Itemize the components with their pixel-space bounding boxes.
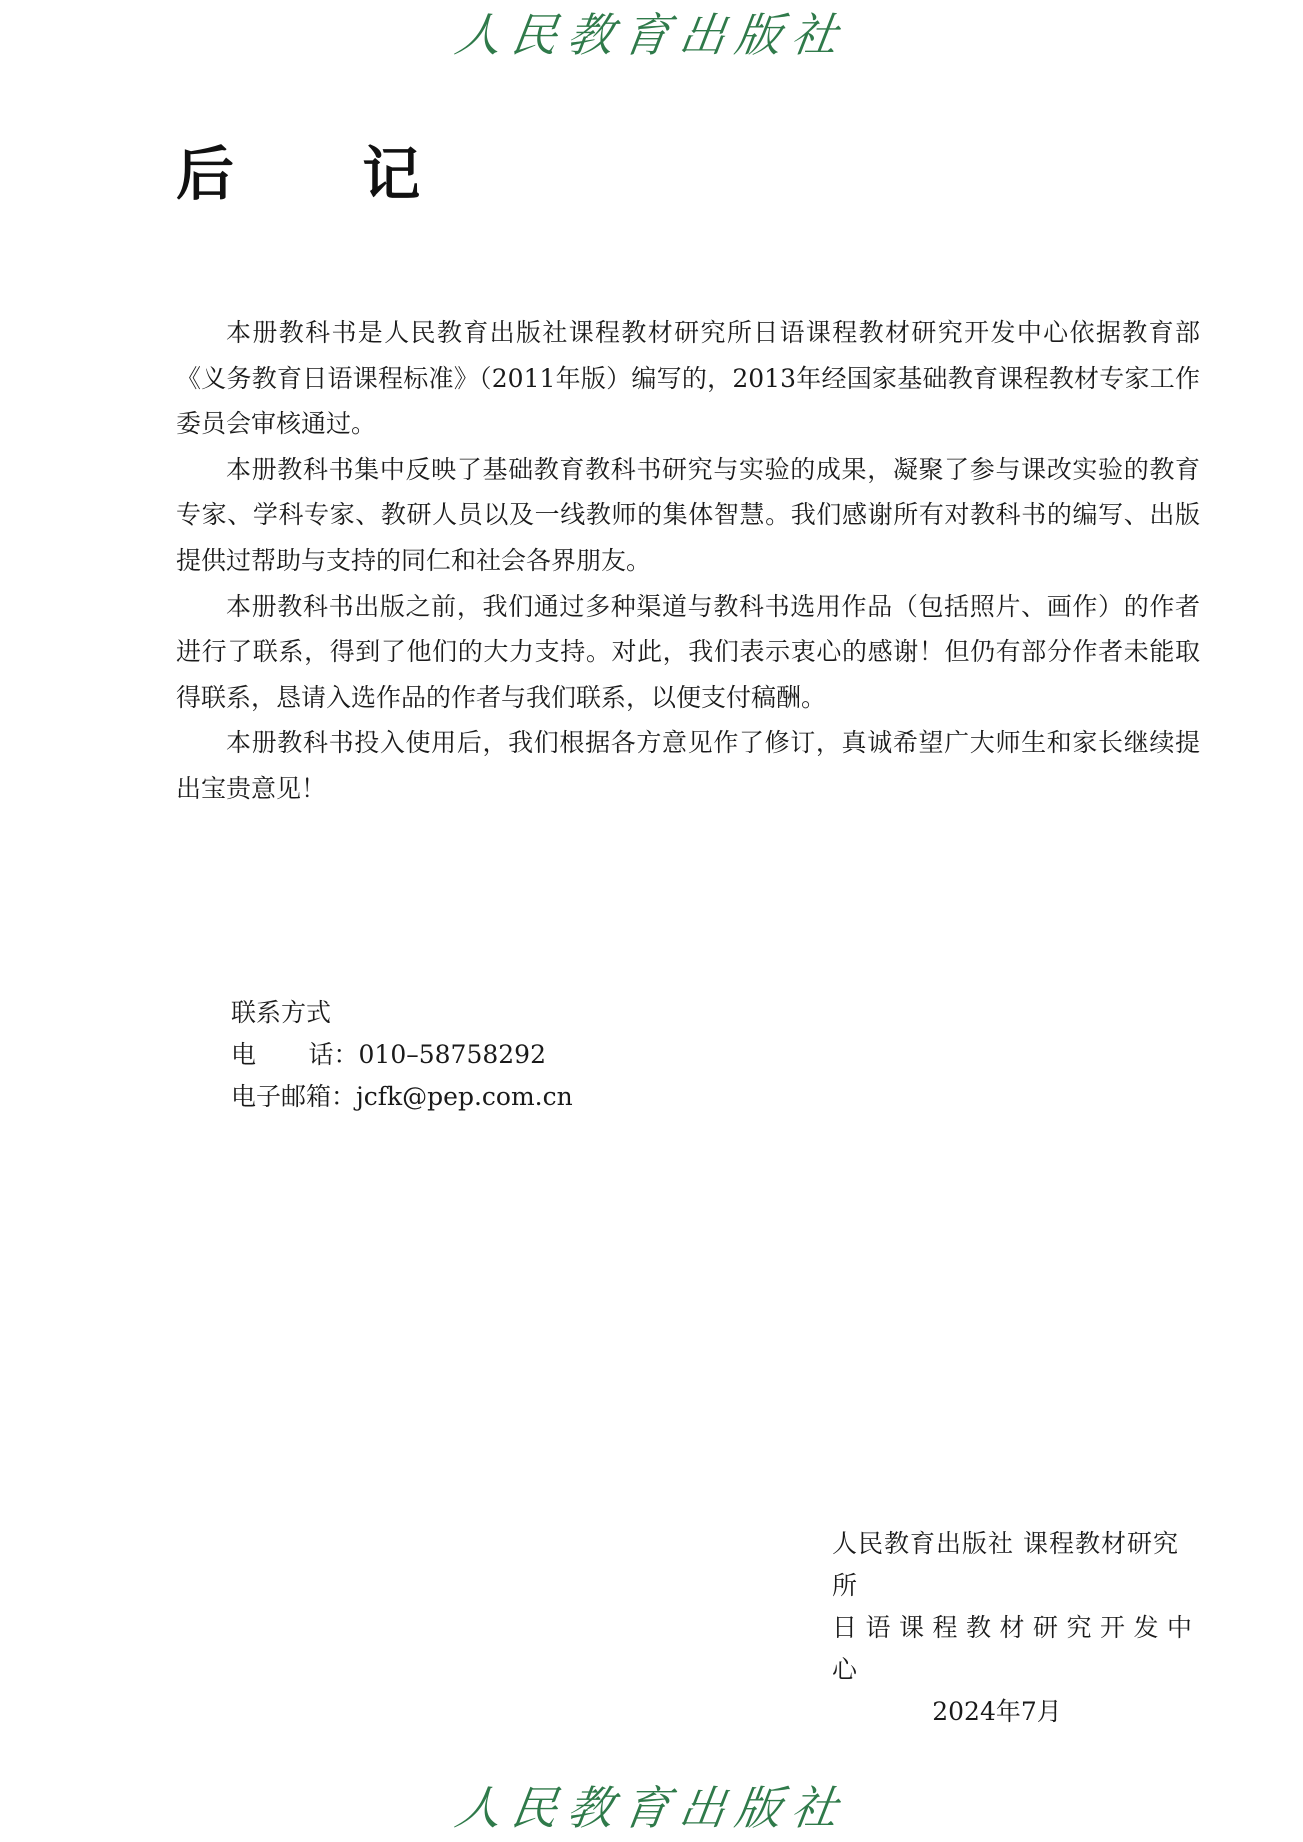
signature-block: [832, 1523, 1202, 1733]
signature-org-line1: 人民教育出版社 课程教材研究所: [832, 1529, 1179, 1600]
publisher-logo-header: 人民教育出版社: [451, 8, 852, 62]
paragraph-1: 本册教科书是人民教育出版社课程教材研究所日语课程教材研究开发中心依据教育部《义务教育日语课程标准》（2011年版）编写的，2013年经国家基础教育课程教材专家工作委员会审核通过。: [176, 318, 1200, 439]
paragraph-2: 本册教科书集中反映了基础教育教科书研究与实验的成果，凝聚了参与课改实验的教育专家、学科专家、教研人员以及一线教师的集体智慧。我们感谢所有对教科书的编写、出版提供过帮助与支持的同仁和社会各界朋友。: [176, 454, 1200, 575]
email-address: jcfk@pep.com.cn: [356, 1082, 573, 1111]
paragraph-3: 本册教科书出版之前，我们通过多种渠道与教科书选用作品（包括照片、画作）的作者进行了联系，得到了他们的大力支持。对此，我们表示衷心的感谢！但仍有部分作者未能取得联系，恳请入选作品的作者与我们联系，以便支付稿酬。: [176, 591, 1200, 712]
contact-heading: 联系方式: [231, 998, 332, 1027]
contact-email-row: [231, 1076, 573, 1118]
signature-org-line2: 日语课程教材研究开发中心: [832, 1613, 1201, 1684]
page-title: 后 记: [176, 140, 475, 208]
afterword-body: [176, 310, 1200, 812]
phone-label-part2: 话：: [308, 1040, 359, 1069]
email-label: 电子邮箱：: [231, 1082, 357, 1111]
signature-date: 2024年7月: [932, 1697, 1062, 1726]
phone-number: 010–58758292: [358, 1040, 546, 1069]
paragraph-4: 本册教科书投入使用后，我们根据各方意见作了修订，真诚希望广大师生和家长继续提出宝贵意见！: [176, 728, 1200, 803]
contact-phone-row: [231, 1034, 573, 1076]
contact-info: [231, 992, 573, 1118]
phone-label-part1: 电: [231, 1040, 309, 1069]
publisher-logo-footer: 人民教育出版社: [451, 1781, 852, 1835]
